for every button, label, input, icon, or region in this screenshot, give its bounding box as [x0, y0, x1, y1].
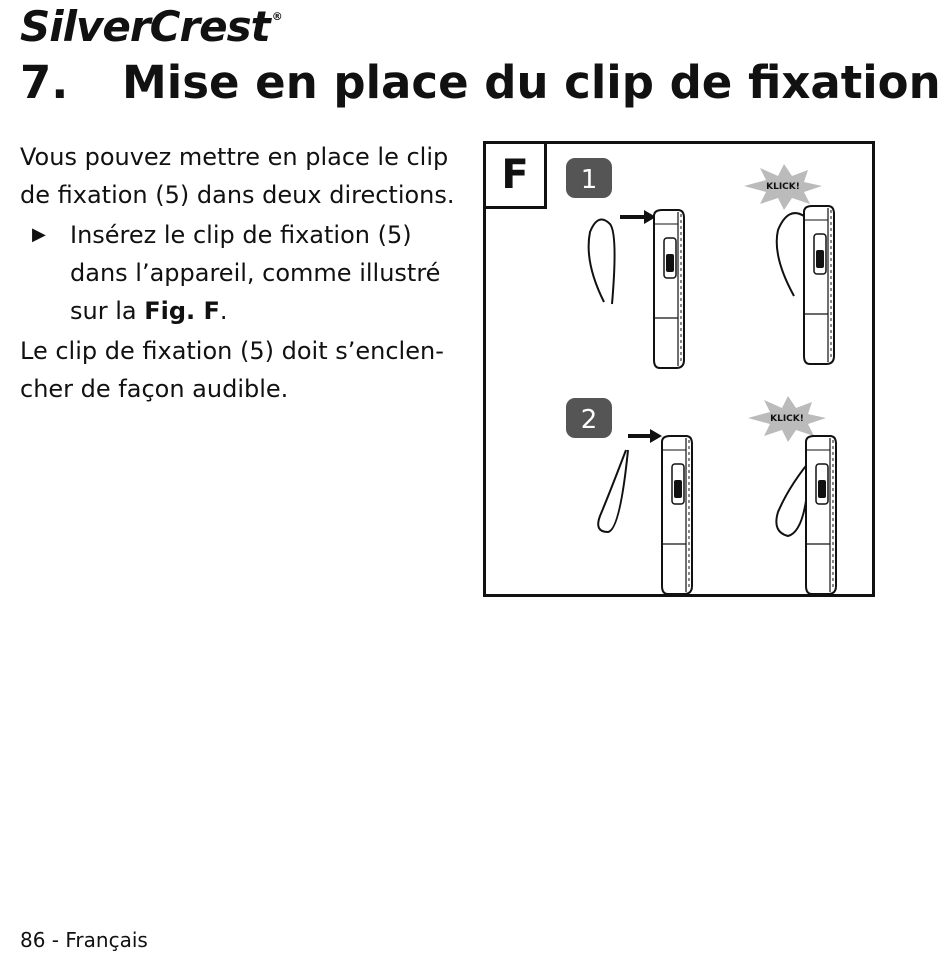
- step-2-badge: [566, 398, 612, 438]
- page-footer: 86 - Français: [20, 928, 148, 952]
- brand-logo: [20, 2, 282, 51]
- step-1-device-before: [654, 210, 684, 368]
- step-1-klick-burst: [744, 164, 822, 210]
- step-1-badge: [566, 158, 612, 198]
- step-2-klick-text: KLICK!: [770, 414, 804, 424]
- figure-label: F: [486, 144, 547, 209]
- step-1-clip: [589, 220, 615, 305]
- note-paragraph: Le clip de fixation (5) doit s’enclencher de façon audible.: [20, 337, 444, 403]
- step-2-device-before: [662, 436, 692, 594]
- brand-name: SilverCrest: [20, 2, 270, 51]
- registered-mark: ®: [271, 10, 282, 23]
- figure-illustration: [486, 144, 872, 594]
- section-title: [20, 56, 941, 109]
- bullet-arrow-icon: ▶: [32, 224, 46, 245]
- section-number: 7.: [20, 56, 69, 109]
- step-2-label: 2: [580, 405, 598, 435]
- intro-paragraph: Vous pouvez mettre en place le clip de fixation (5) dans deux directions.: [20, 143, 455, 209]
- figure-reference: Fig. F: [144, 297, 220, 325]
- bullet-end: .: [219, 297, 228, 325]
- step-1-arrow-icon: [620, 210, 656, 224]
- section-title-text: Mise en place du clip de fixation: [122, 56, 941, 109]
- figure-f: [483, 141, 875, 597]
- bullet-text: Insérez le clip de fixation (5) dans l’appareil, comme illustré sur la: [70, 221, 441, 325]
- instruction-bullet: [20, 216, 470, 330]
- step-2-device-after: [806, 436, 836, 594]
- step-1-label: 1: [580, 165, 598, 195]
- step-1-klick-text: KLICK!: [766, 182, 800, 192]
- body-text: [20, 138, 470, 408]
- step-2-clip: [598, 450, 628, 532]
- step-1-device-after: [804, 206, 834, 364]
- step-2-arrow-icon: [628, 429, 662, 443]
